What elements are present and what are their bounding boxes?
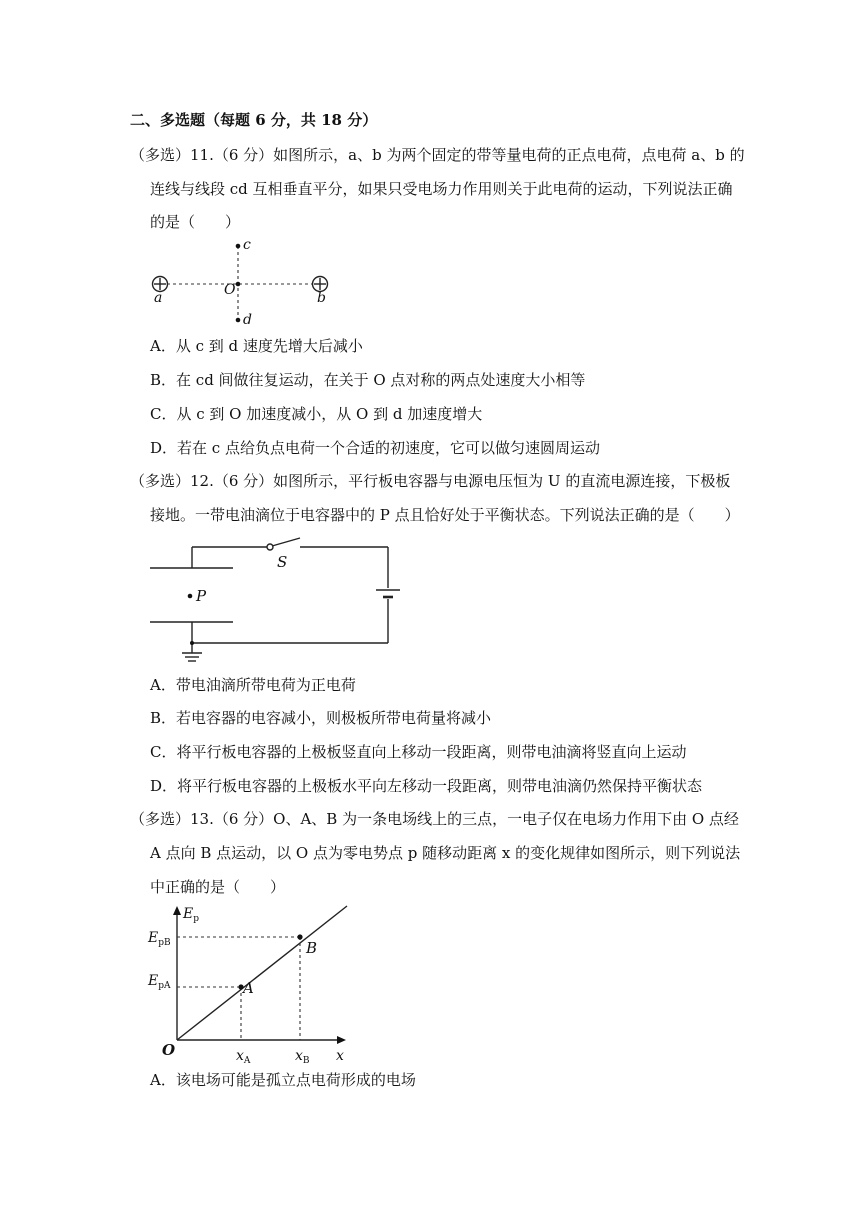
q11-option-b: B．在 cd 间做往复运动，在关于 O 点对称的两点处速度大小相等: [150, 371, 586, 389]
question-12-line-1: （多选）12.（6 分）如图所示，平行板电容器与电源电压恒为 U 的直流电源连接，下极板: [130, 472, 731, 490]
label-a: a: [154, 290, 163, 306]
q12-option-c: C．将平行板电容器的上极板竖直向上移动一段距离，则带电油滴将竖直向上运动: [150, 743, 687, 761]
label-origin: O: [162, 1041, 176, 1059]
question-11-line-2: 连线与线段 cd 互相垂直平分，如果只受电场力作用则关于此电荷的运动，下列说法正确: [150, 180, 733, 198]
q11-option-a: A．从 c 到 d 速度先增大后减小: [150, 337, 363, 355]
figure-q12-capacitor-circuit: [140, 535, 400, 670]
question-12-line-2: 接地。一带电油滴位于电容器中的 P 点且恰好处于平衡状态。下列说法正确的是（ ）: [150, 506, 740, 524]
q11-option-c: C．从 c 到 O 加速度减小，从 O 到 d 加速度增大: [150, 405, 483, 423]
label-xb: $x_B$: [295, 1048, 310, 1066]
question-13-line-1: （多选）13.（6 分）O、A、B 为一条电场线上的三点，一电子仅在电场力作用下由 O 点经: [130, 810, 739, 828]
question-11-line-1: （多选）11.（6 分）如图所示，a、b 为两个固定的带等量电荷的正点电荷，点电荷 a、b 的: [130, 146, 745, 164]
axis-label-x: x: [336, 1048, 344, 1064]
question-11-line-3: 的是（ ）: [150, 213, 241, 231]
question-13-line-2: A 点向 B 点运动，以 O 点为零电势点 p 随移动距离 x 的变化规律如图所示，则下列说法: [150, 844, 741, 862]
label-epa: $E_{pA}$: [148, 973, 171, 991]
label-p: P: [196, 587, 207, 605]
axis-label-ep: $E_p$: [183, 906, 199, 924]
figure-q13-ep-x-graph: [140, 900, 370, 1065]
figure-q11-charges: [140, 236, 350, 331]
label-xa: $x_A$: [236, 1048, 251, 1066]
q11-option-d: D．若在 c 点给负点电荷一个合适的初速度，它可以做匀速圆周运动: [150, 439, 600, 457]
label-b: b: [317, 290, 326, 306]
question-13-line-3: 中正确的是（ ）: [150, 878, 286, 896]
label-point-a: A: [243, 979, 254, 997]
q12-option-b: B．若电容器的电容减小，则极板所带电荷量将减小: [150, 709, 492, 727]
label-point-b: B: [306, 939, 318, 957]
label-s: S: [277, 553, 288, 571]
q12-option-a: A．带电油滴所带电荷为正电荷: [150, 676, 356, 694]
label-d: d: [243, 312, 252, 328]
q13-option-a: A．该电场可能是孤立点电荷形成的电场: [150, 1071, 416, 1089]
label-epb: $E_{pB}$: [148, 930, 171, 948]
label-o: O: [224, 282, 236, 298]
section-title: 二、多选题（每题 6 分，共 18 分）: [130, 111, 378, 129]
q12-option-d: D．将平行板电容器的上极板水平向左移动一段距离，则带电油滴仍然保持平衡状态: [150, 777, 703, 795]
label-c: c: [243, 237, 251, 253]
